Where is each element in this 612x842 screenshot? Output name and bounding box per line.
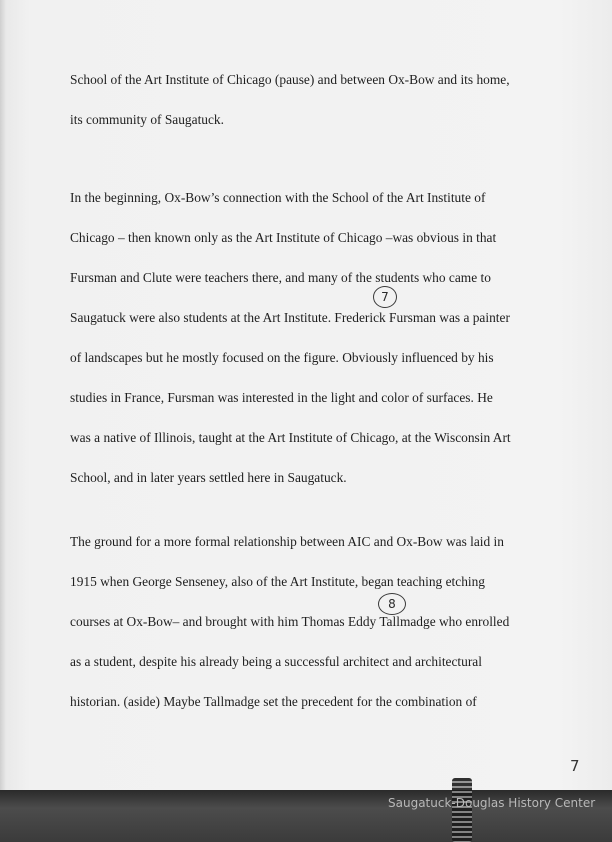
- paragraph-1: [70, 60, 550, 140]
- text-line: studies in France, Fursman was interested in the light and color of surfaces. He: [70, 390, 493, 405]
- handwritten-note-8: 8: [378, 593, 406, 615]
- paragraph-3: [70, 522, 550, 722]
- text-line: School of the Art Institute of Chicago (pause) and between Ox-Bow and its home,: [70, 72, 510, 87]
- text-line: was a native of Illinois, taught at the Art Institute of Chicago, at the Wisconsin Art: [70, 430, 511, 445]
- text-line: its community of Saugatuck.: [70, 112, 224, 127]
- text-line: courses at Ox-Bow– and brought with him Thomas Eddy Tallmadge who enrolled: [70, 614, 510, 629]
- text-line: 1915 when George Senseney, also of the Art Institute, began teaching etching: [70, 574, 485, 589]
- text-line: Chicago – then known only as the Art Institute of Chicago –was obvious in that: [70, 230, 497, 245]
- text-line: of landscapes but he mostly focused on the figure. Obviously influenced by his: [70, 350, 494, 365]
- text-line: The ground for a more formal relationship between AIC and Ox-Bow was laid in: [70, 534, 504, 549]
- text-line: historian. (aside) Maybe Tallmadge set the precedent for the combination of: [70, 694, 477, 709]
- text-line: School, and in later years settled here in Saugatuck.: [70, 470, 347, 485]
- handwritten-note-7: 7: [373, 286, 397, 308]
- text-line: In the beginning, Ox-Bow’s connection with the School of the Art Institute of: [70, 190, 486, 205]
- text-line: Saugatuck were also students at the Art Institute. Frederick Fursman was a painter: [70, 310, 510, 325]
- paragraph-2: [70, 178, 550, 498]
- watermark: Saugatuck-Douglas History Center: [388, 796, 596, 810]
- text-line: Fursman and Clute were teachers there, and many of the students who came to: [70, 270, 491, 285]
- page-number: 7: [570, 757, 580, 775]
- binding-spiral: [452, 778, 472, 842]
- text-line: as a student, despite his already being a successful architect and architectural: [70, 654, 482, 669]
